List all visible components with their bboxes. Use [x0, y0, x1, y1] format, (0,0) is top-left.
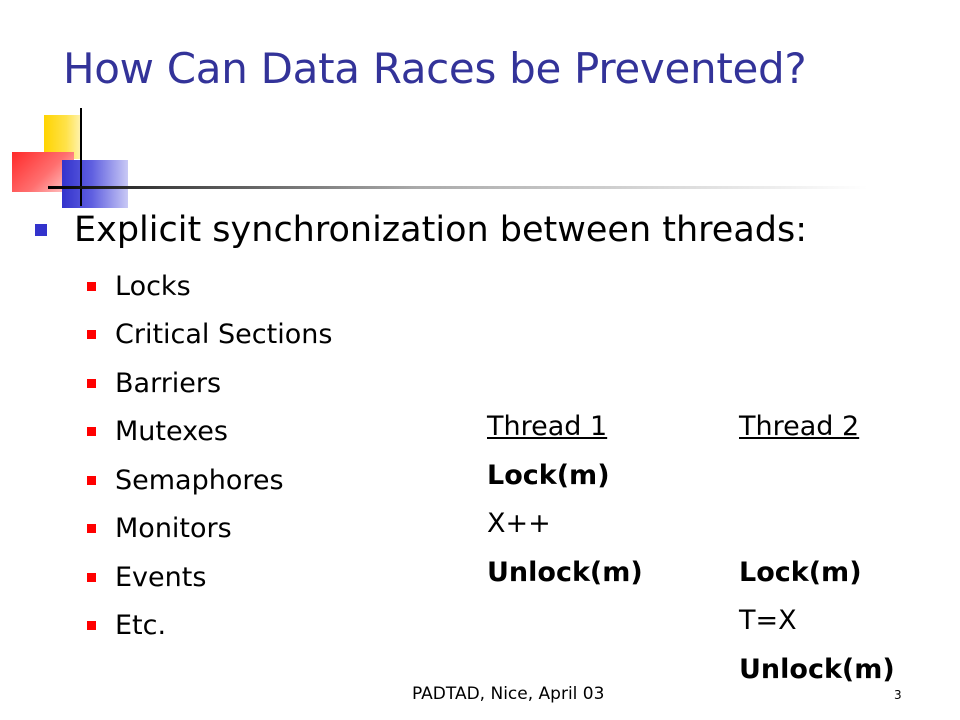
sub-bullet-marker [87, 621, 96, 630]
thread-1-column [487, 403, 643, 597]
list-item-label: Monitors [115, 513, 232, 545]
thread-2-heading: Thread 2 [739, 411, 860, 442]
list-item-label: Etc. [115, 610, 167, 642]
thread-1-heading: Thread 1 [487, 411, 608, 442]
slide-title: How Can Data Races be Prevented? [63, 44, 807, 93]
thread-2-read: T=X [739, 605, 797, 636]
title-underline [48, 186, 868, 189]
list-item-barriers [87, 359, 332, 408]
thread-1-increment: X++ [487, 508, 551, 539]
list-item-locks [87, 262, 332, 311]
list-item-mutexes [87, 408, 332, 457]
list-item-label: Mutexes [115, 416, 228, 448]
list-item-critical-sections [87, 311, 332, 360]
thread-1-lock: Lock(m) [487, 459, 610, 491]
sub-bullet-marker [87, 573, 96, 582]
slide-footer: PADTAD, Nice, April 03 [412, 684, 605, 704]
thread-1-unlock: Unlock(m) [487, 556, 643, 588]
list-item-label: Barriers [115, 367, 222, 399]
list-item-label: Events [115, 561, 207, 593]
main-bullet-text: Explicit synchronization between threads: [74, 210, 808, 250]
thread-2-blank-line [739, 452, 895, 501]
main-bullet-marker [35, 224, 47, 236]
list-item-label: Critical Sections [115, 319, 333, 351]
decoration-vertical-line [80, 108, 82, 206]
thread-2-unlock: Unlock(m) [739, 653, 895, 685]
sub-bullet-marker [87, 524, 96, 533]
sub-bullet-marker [87, 330, 96, 339]
decoration-blue-square [62, 160, 128, 208]
list-item-etc [87, 602, 332, 651]
sub-bullet-marker [87, 379, 96, 388]
sub-bullet-marker [87, 427, 96, 436]
list-item-semaphores [87, 456, 332, 505]
list-item-monitors [87, 505, 332, 554]
sub-bullet-marker [87, 476, 96, 485]
list-item-label: Semaphores [115, 464, 284, 496]
slide-number: 3 [894, 688, 902, 702]
list-item-label: Locks [115, 270, 191, 302]
thread-2-blank-line [739, 500, 895, 549]
thread-2-lock: Lock(m) [739, 556, 862, 588]
list-item-events [87, 553, 332, 602]
sync-primitives-list [87, 262, 332, 650]
thread-2-column [739, 403, 895, 694]
sub-bullet-marker [87, 282, 96, 291]
main-bullet [35, 210, 807, 250]
